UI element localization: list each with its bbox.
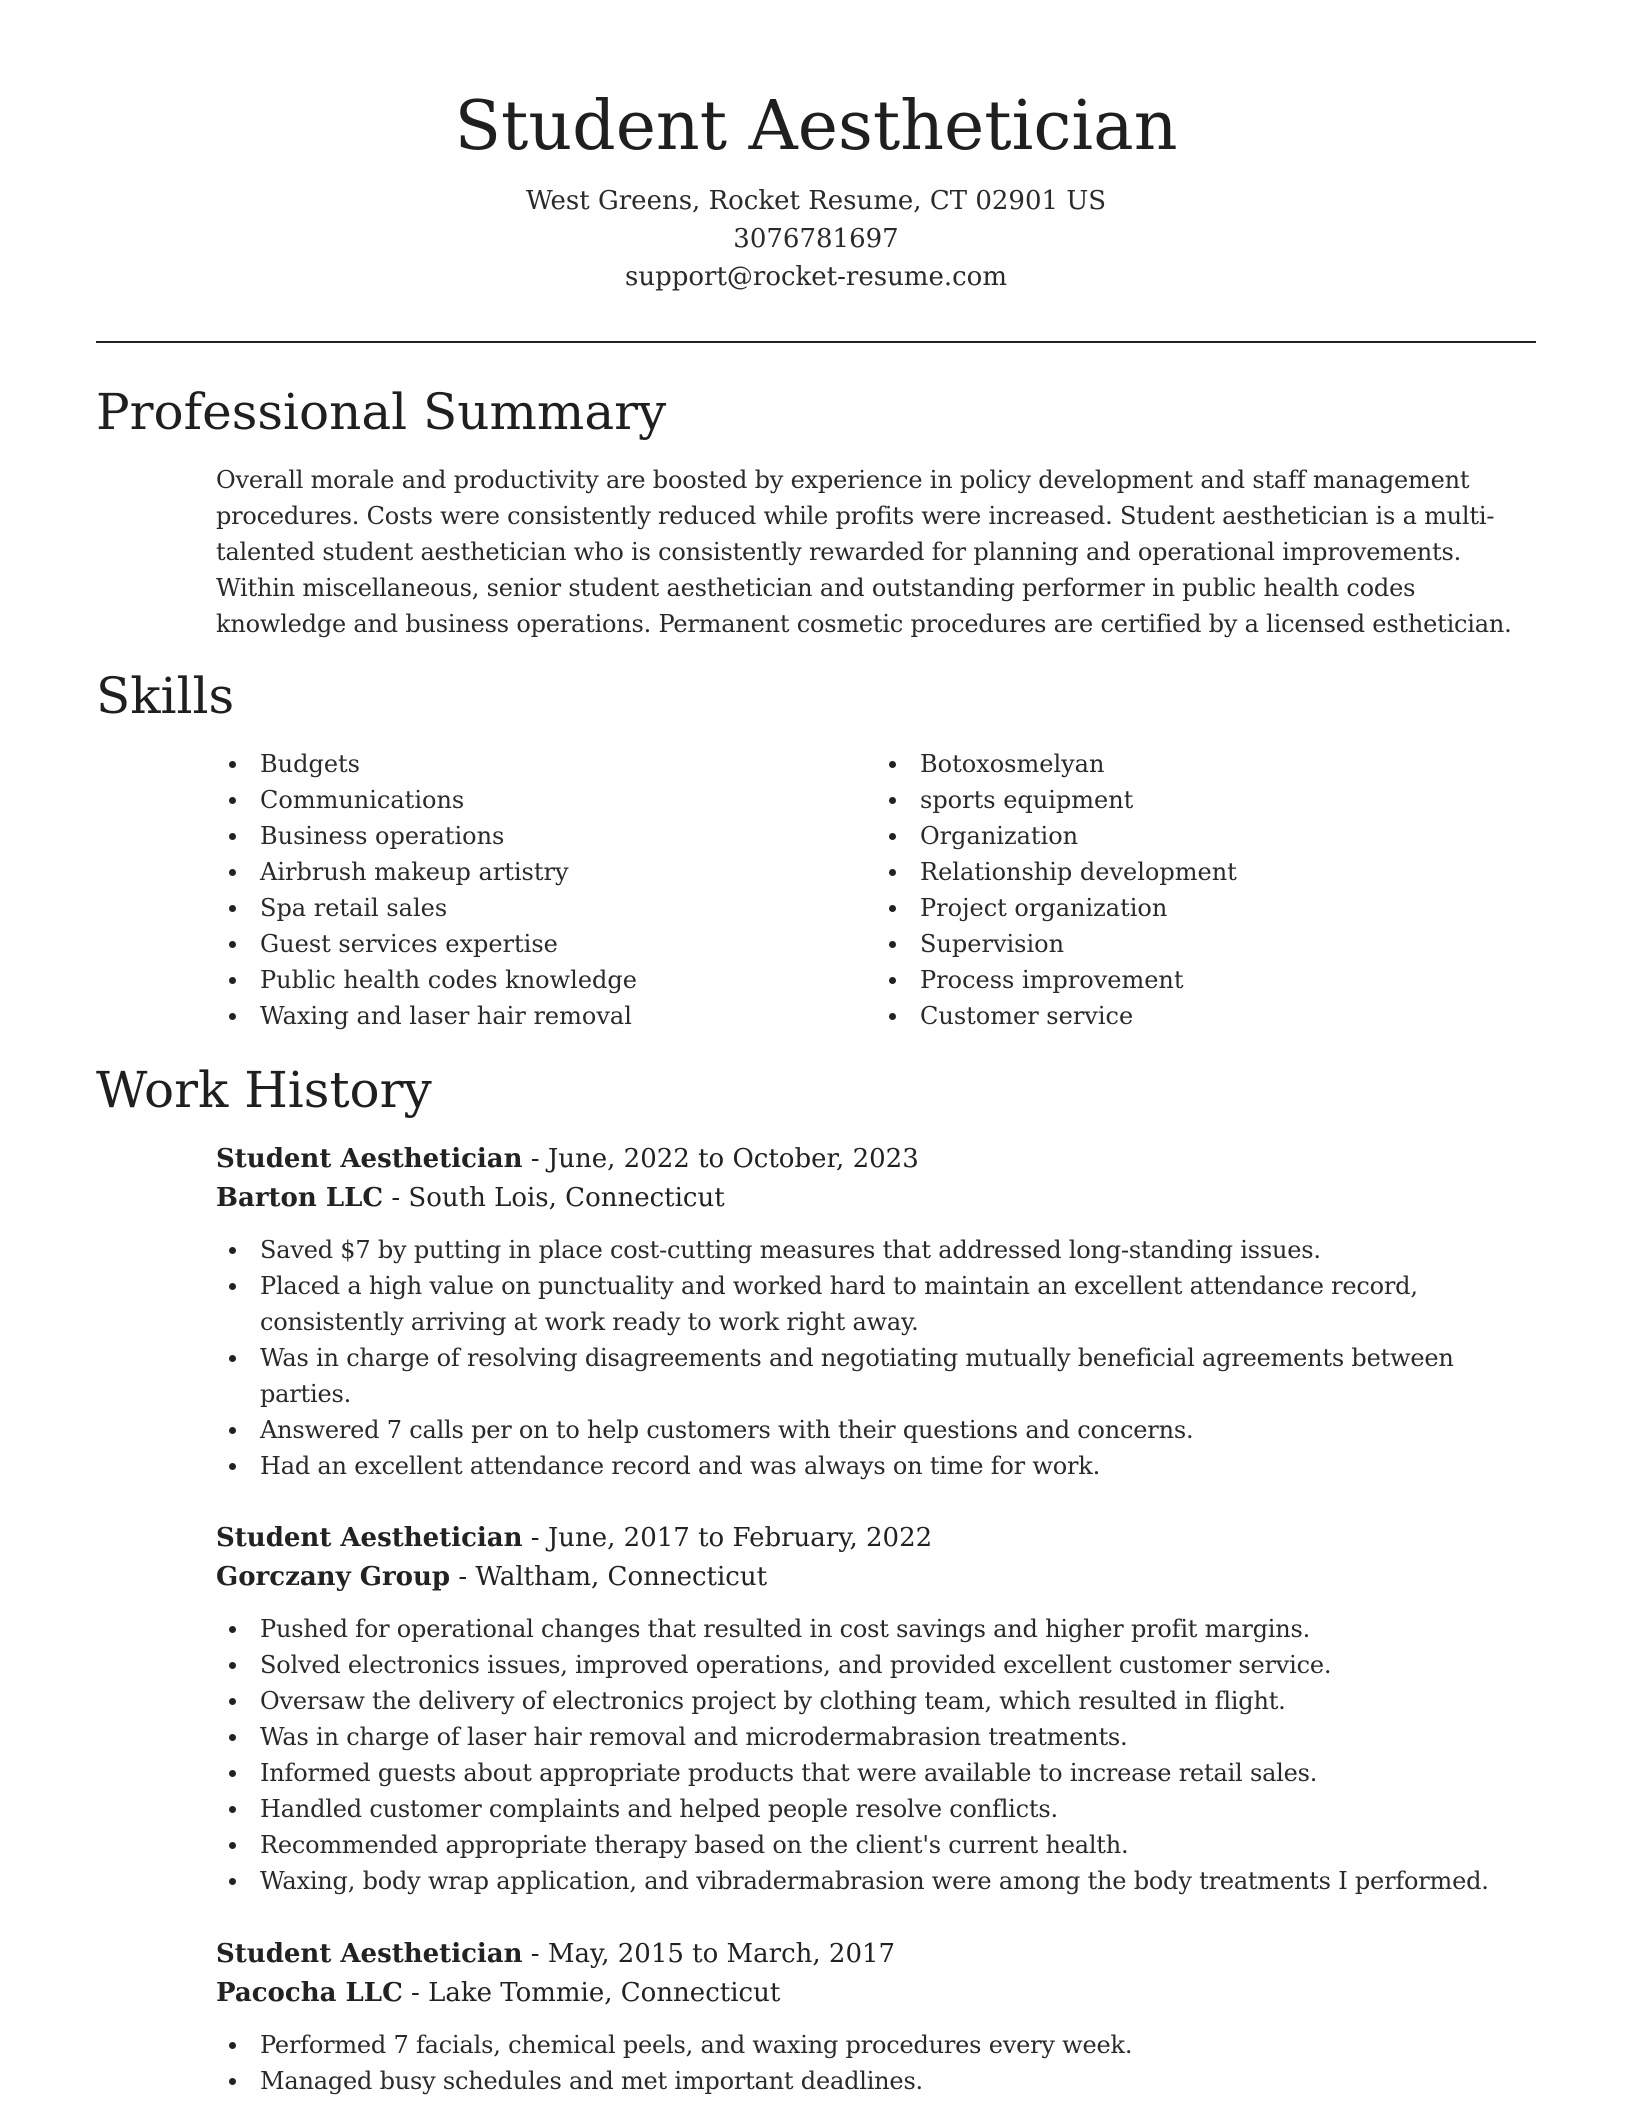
contact-email: support@rocket-resume.com <box>624 262 1007 292</box>
candidate-name: Student Aesthetician <box>454 87 1178 166</box>
skill-item: Public health codes knowledge <box>260 962 876 998</box>
job-location: - Lake Tommie, Connecticut <box>402 1978 781 2008</box>
job-entry <box>216 1935 1516 2099</box>
job-dates: - June, 2017 to February, 2022 <box>522 1523 933 1553</box>
skill-item: Relationship development <box>920 854 1536 890</box>
job-dates: - May, 2015 to March, 2017 <box>522 1939 896 1969</box>
job-bullet: Performed 7 facials, chemical peels, and waxing procedures every week. <box>260 2027 1516 2063</box>
job-location: - South Lois, Connecticut <box>383 1183 725 1213</box>
job-bullet: Pushed for operational changes that resulted in cost savings and higher profit margins. <box>260 1611 1516 1647</box>
job-role: Student Aesthetician <box>216 1523 523 1553</box>
job-bullet: Had an excellent attendance record and was always on time for work. <box>260 1448 1516 1484</box>
skills-column-right <box>876 746 1536 1034</box>
job-bullets <box>216 1611 1516 1899</box>
skill-item: Budgets <box>260 746 876 782</box>
section-title-work-history: Work History <box>96 1061 432 1119</box>
job-company: Barton LLC <box>216 1183 384 1213</box>
job-title-line <box>216 1519 1516 1558</box>
contact-address: West Greens, Rocket Resume, CT 02901 US <box>525 186 1107 216</box>
header-divider <box>96 341 1536 343</box>
job-bullet: Managed busy schedules and met important deadlines. <box>260 2063 1516 2099</box>
skill-item: Waxing and laser hair removal <box>260 998 876 1034</box>
section-title-summary: Professional Summary <box>96 383 667 441</box>
job-bullet: Answered 7 calls per on to help customers with their questions and concerns. <box>260 1412 1516 1448</box>
job-entry <box>216 1140 1516 1484</box>
skill-item: Airbrush makeup artistry <box>260 854 876 890</box>
skill-item: Customer service <box>920 998 1536 1034</box>
job-company-line <box>216 1558 1516 1597</box>
contact-phone: 3076781697 <box>733 224 899 254</box>
contact-block <box>0 182 1632 296</box>
job-bullet: Was in charge of resolving disagreements and negotiating mutually beneficial agreements between parties. <box>260 1340 1516 1412</box>
job-role: Student Aesthetician <box>216 1939 523 1969</box>
section-title-skills: Skills <box>96 667 235 725</box>
skill-item: sports equipment <box>920 782 1536 818</box>
skill-item: Guest services expertise <box>260 926 876 962</box>
job-company: Gorczany Group <box>216 1562 451 1592</box>
job-role: Student Aesthetician <box>216 1144 523 1174</box>
skill-item: Botoxosmelyan <box>920 746 1536 782</box>
skill-item: Project organization <box>920 890 1536 926</box>
job-title-line <box>216 1935 1516 1974</box>
job-bullet: Oversaw the delivery of electronics project by clothing team, which resulted in flight. <box>260 1683 1516 1719</box>
job-company-line <box>216 1179 1516 1218</box>
summary-text: Overall morale and productivity are boosted by experience in policy development and staff management procedures. Costs were consistently reduced while profits were increased. Student aesthetician is a multi-talented student aesthetician who is consistently rewarded for planning and operational improvements. Within miscellaneous, senior student aesthetician and outstanding performer in public health codes knowledge and business operations. Permanent cosmetic procedures are certified by a licensed esthetician. <box>216 466 1512 638</box>
job-company: Pacocha LLC <box>216 1978 403 2008</box>
job-title-line <box>216 1140 1516 1179</box>
job-bullet: Handled customer complaints and helped people resolve conflicts. <box>260 1791 1516 1827</box>
skill-item: Business operations <box>260 818 876 854</box>
skill-item: Supervision <box>920 926 1536 962</box>
skills-list <box>216 746 1536 1034</box>
job-location: - Waltham, Connecticut <box>450 1562 768 1592</box>
job-company-line <box>216 1974 1516 2013</box>
job-bullet: Placed a high value on punctuality and worked hard to maintain an excellent attendance record, consistently arriving at work ready to work right away. <box>260 1268 1516 1340</box>
skill-item: Organization <box>920 818 1536 854</box>
job-bullets <box>216 1232 1516 1484</box>
resume-header <box>0 0 1632 296</box>
job-bullet: Saved $7 by putting in place cost-cutting measures that addressed long-standing issues. <box>260 1232 1516 1268</box>
job-bullet: Was in charge of laser hair removal and microdermabrasion treatments. <box>260 1719 1516 1755</box>
skill-item: Communications <box>260 782 876 818</box>
job-bullets <box>216 2027 1516 2099</box>
job-bullet: Solved electronics issues, improved operations, and provided excellent customer service. <box>260 1647 1516 1683</box>
skills-column-left <box>216 746 876 1034</box>
job-bullet: Recommended appropriate therapy based on the client's current health. <box>260 1827 1516 1863</box>
job-dates: - June, 2022 to October, 2023 <box>522 1144 919 1174</box>
skill-item: Spa retail sales <box>260 890 876 926</box>
job-bullet: Informed guests about appropriate products that were available to increase retail sales. <box>260 1755 1516 1791</box>
job-entry <box>216 1519 1516 1899</box>
skill-item: Process improvement <box>920 962 1536 998</box>
job-bullet: Waxing, body wrap application, and vibradermabrasion were among the body treatments I performed. <box>260 1863 1516 1899</box>
